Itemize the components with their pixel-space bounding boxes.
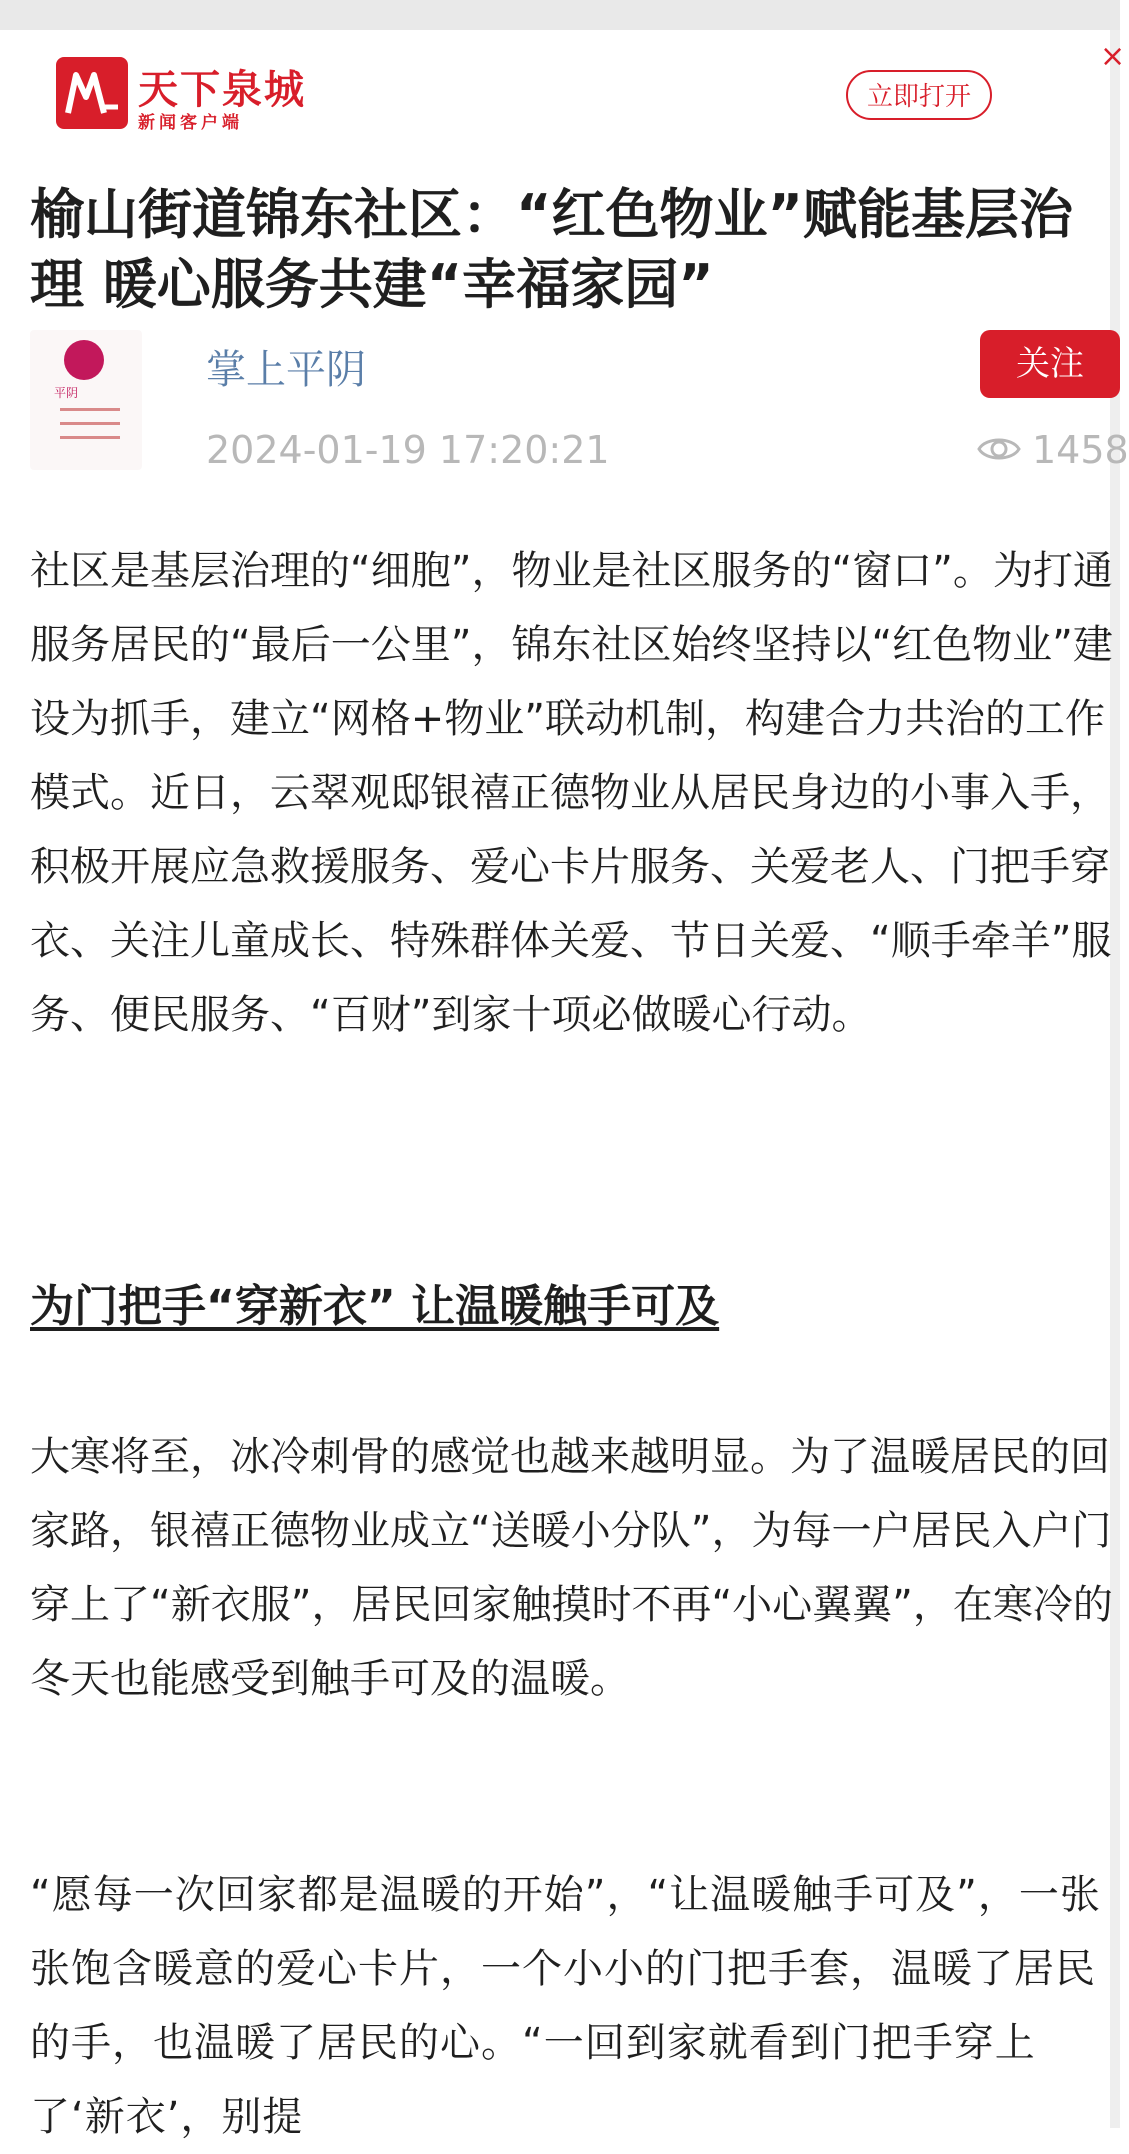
- app-logo-name: 天下泉城: [138, 66, 306, 113]
- top-status-strip: [0, 0, 1120, 30]
- article-title: 榆山街道锦东社区：“红色物业”赋能基层治理 暖心服务共建“幸福家园”: [30, 183, 1073, 316]
- avatar-decor-line: [60, 408, 120, 411]
- publish-date: 2024-01-19 17:20:21: [206, 428, 610, 472]
- close-icon[interactable]: ×: [1100, 39, 1126, 74]
- author-name[interactable]: 掌上平阴: [206, 347, 366, 393]
- avatar-decor-line: [60, 422, 120, 425]
- section-heading: 为门把手“穿新衣” 让温暖触手可及: [30, 1281, 720, 1332]
- eye-icon: [976, 432, 1022, 466]
- article-paragraph: “愿每一次回家都是温暖的开始”，“让温暖触手可及”，一张张饱含暖意的爱心卡片，一个小小的门把手套，温暖了居民的手，也温暖了居民的心。“一回到家就看到门把手穿上了‘新衣’，别提: [30, 1872, 1101, 2140]
- open-app-button[interactable]: 立即打开: [846, 70, 992, 120]
- article-paragraph: 大寒将至，冰冷刺骨的感觉也越来越明显。为了温暖居民的回家路，银禧正德物业成立“送暖小分队”，为每一户居民入户门穿上了“新衣服”，居民回家触摸时不再“小心翼翼”，在寒冷的冬天也能感受到触手可及的温暖。: [30, 1434, 1113, 1702]
- article-paragraph: 社区是基层治理的“细胞”，物业是社区服务的“窗口”。为打通服务居民的“最后一公里”，锦东社区始终坚持以“红色物业”建设为抓手，建立“网格+物业”联动机制，构建合力共治的工作模式。近日，云翠观邸银禧正德物业从居民身边的小事入手，积极开展应急救援服务、爱心卡片服务、关爱老人、门把手穿衣、关注儿童成长、特殊群体关爱、节日关爱、“顺手牵羊”服务、便民服务、“百财”到家十项必做暖心行动。: [30, 548, 1113, 1038]
- avatar-seal-icon: [64, 340, 104, 380]
- author-avatar[interactable]: [30, 330, 142, 470]
- app-logo-subtitle: 新闻客户端: [138, 113, 243, 133]
- view-count: 1458: [1032, 428, 1129, 472]
- avatar-decor-line: [60, 436, 120, 439]
- app-logo-icon: [56, 57, 128, 129]
- follow-button[interactable]: 关注: [980, 330, 1120, 398]
- avatar-text: 平阴: [54, 386, 79, 400]
